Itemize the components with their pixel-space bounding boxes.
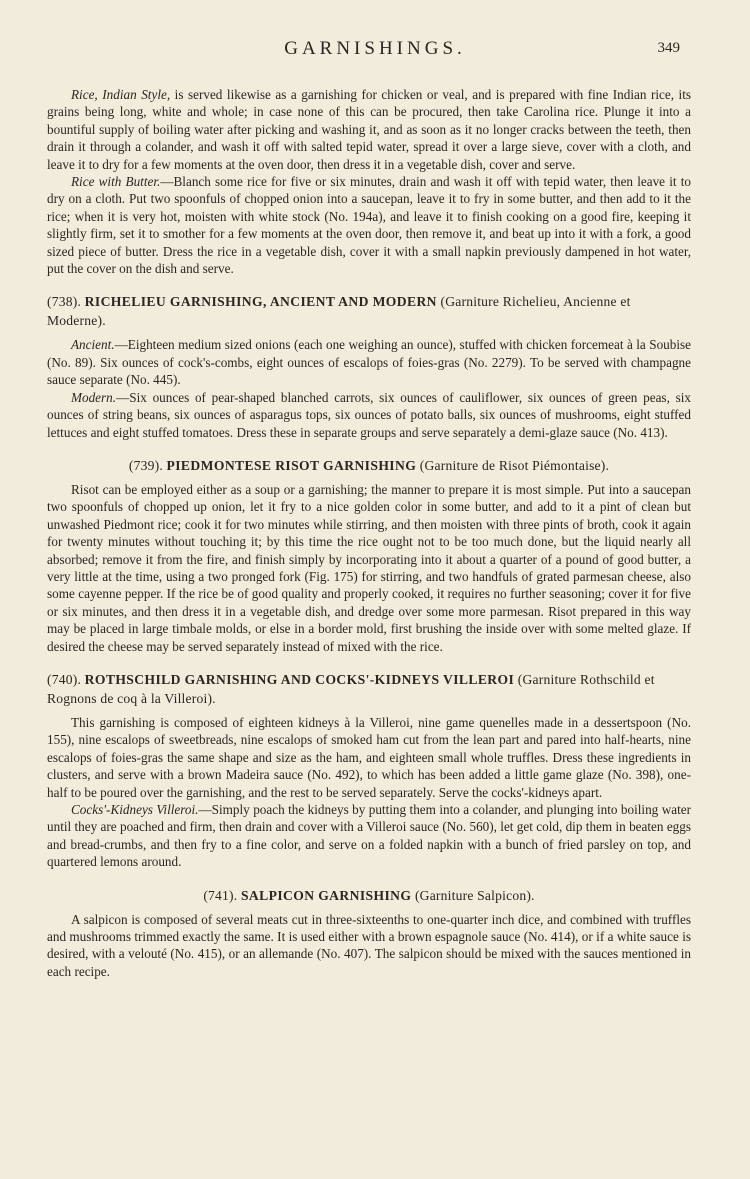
paragraph-modern bbox=[47, 389, 691, 441]
section-alt-title: (Garniture Rothschild et Rognons de coq à la Villeroi). bbox=[47, 671, 655, 706]
paragraph-text: —Six ounces of pear-shaped blanched carrots, six ounces of cauliflower, six ounces of green peas, six ounces of string beans, six ounces of asparagus tops, six ounces of potato balls, six ounces of mushrooms, eight stuffed lettuces and eight stuffed tomatoes. Dress these in separate groups and serve separately a demi-glaze sauce (No. 413). bbox=[47, 389, 691, 440]
section-heading-740 bbox=[47, 670, 691, 708]
paragraph-rice-butter bbox=[47, 173, 691, 277]
section-heading-738 bbox=[47, 292, 691, 330]
paragraph-lead: Rice with Butter. bbox=[71, 174, 161, 190]
section-heading-741 bbox=[47, 886, 691, 905]
paragraph-text: —Blanch some rice for five or six minutes, drain and wash it off with tepid water, then leave it to dry on a cloth. Put two spoonfuls of chopped onion into a saucepan, leave it to fry in some butter, and then add to it the rice; when it is very hot, moisten with white stock (No. 194a), and leave it to finish cooking on a good fire, keeping it slightly firm, set it to smother for a few moments at the oven door, then remove it, and beat up into it with a fork, a good sized piece of butter. Dress the rice in a vegetable dish, cover it with a small napkin previously dampened in hot water, put the cover on the dish and serve. bbox=[47, 174, 691, 277]
paragraph-ancient bbox=[47, 336, 691, 388]
section-number: (739). bbox=[128, 457, 163, 473]
page-number: 349 bbox=[657, 40, 680, 56]
section-title: SALPICON GARNISHING bbox=[240, 887, 412, 903]
paragraph-lead: Cocks'-Kidneys Villeroi. bbox=[71, 802, 199, 817]
section-number: (740). bbox=[47, 671, 82, 687]
paragraph-text: —Simply poach the kidneys by putting them into a colander, and plunging into boiling water until they are poached and firm, then drain and cover with a Villeroi sauce (No. 560), let get cold, dip them in beaten eggs and bread-crumbs, and then fry to a fine color, and serve on a folded napkin with a bunch of fried parsley on top, and quartered lemons around. bbox=[47, 802, 691, 870]
page-header bbox=[0, 38, 750, 68]
section-alt-title: (Garniture Richelieu, Ancienne et Moderne). bbox=[47, 294, 631, 329]
paragraph-text: is served likewise as a garnishing for chicken or veal, and is prepared with fine Indian rice, its grains being long, white and whole; in case none of this can be procured, then take Carolina rice. Plunge it into a bountiful supply of boiling water after picking and washing it, and as soon as it no longer cracks between the teeth, then drain it through a colander, and wash it off with salted tepid water, spread it over a large sieve, cover with a cloth, and leave it to dry for a few moments at the oven door, then dress it in a vegetable dish, cover and serve. bbox=[47, 87, 692, 172]
running-title: GARNISHINGS. bbox=[284, 38, 466, 59]
section-alt-title: (Garniture Salpicon). bbox=[414, 887, 535, 903]
section-title: ROTHSCHILD GARNISHING AND COCKS'-KIDNEYS VILLEROI bbox=[84, 671, 515, 687]
paragraph-cocks-kidneys bbox=[47, 801, 691, 871]
section-title: RICHELIEU GARNISHING, ANCIENT AND MODERN bbox=[84, 294, 437, 310]
paragraph-lead: Modern. bbox=[71, 389, 117, 405]
section-heading-739 bbox=[47, 456, 691, 475]
paragraph-lead: Rice, Indian Style, bbox=[71, 87, 171, 102]
paragraph-rothschild: This garnishing is composed of eighteen kidneys à la Villeroi, nine game quenelles made in a dessertspoon (No. 155), nine escalops of sweetbreads, nine escalops of smoked ham cut from the lean part and pared into half-hearts, nine escalops of foies-gras the same shape and size as the ham, and eighteen small whole truffles. Dress these ingredients in clusters, and serve with a brown Madeira sauce (No. 492), to which has been added a little game glaze (No. 398), one-half to be poured over the garnishing, and the rest to be served separately. Serve the cocks'-kidneys apart. bbox=[47, 714, 691, 800]
paragraph-risot: Risot can be employed either as a soup or a garnishing; the manner to prepare it is most simple. Put into a saucepan two spoonfuls of chopped up onion, let it fry to a nice golden color in some butter, and add to it a pint of clean but unwashed Piedmont rice; cook it for two minutes while stirring, and then moisten with three pints of broth, cook it again for twenty minutes without touching it; by this time the rice ought not to be too much done, but the liquid nearly all absorbed; remove it from the fire, and finish simply by incorporating into it about a quarter of a pound of good butter, a very little at the time, using a two pronged fork (Fig. 175) for stirring, and two handfuls of grated parmesan cheese, also some cayenne pepper. If the rice be of good quality and properly cooked, it requires no further seasoning; cover it for five or six minutes, and then dress it in a vegetable dish, and dredge over some more parmesan. Risot prepared in this way may be placed in large timbale molds, or else in a border mold, first brushing the inside over with some melted glaze. If desired the cheese may be served separately instead of mixed with the rice. bbox=[47, 481, 691, 654]
paragraph-rice-indian bbox=[47, 86, 691, 173]
page-content bbox=[47, 86, 691, 980]
paragraph-text: —Eighteen medium sized onions (each one weighing an ounce), stuffed with chicken forcemeat à la Soubise (No. 89). Six ounces of cock's-combs, eight ounces of escalops of foies-gras (No. 2279). To be served with champagne sauce separate (No. 445). bbox=[47, 337, 691, 388]
paragraph-salpicon: A salpicon is composed of several meats cut in three-sixteenths to one-quarter inch dice, and combined with truffles and mushrooms trimmed exactly the same. It is used either with a brown espagnole sauce (No. 414), or if a white sauce is desired, with a velouté (No. 415), or an allemande (No. 407). The salpicon should be mixed with the sauces mentioned in each recipe. bbox=[47, 911, 691, 979]
paragraph-lead: Ancient. bbox=[71, 337, 115, 353]
section-number: (738). bbox=[47, 294, 82, 310]
section-alt-title: (Garniture de Risot Piémontaise). bbox=[419, 457, 610, 473]
section-number: (741). bbox=[203, 887, 238, 903]
section-title: PIEDMONTESE RISOT GARNISHING bbox=[166, 457, 417, 473]
